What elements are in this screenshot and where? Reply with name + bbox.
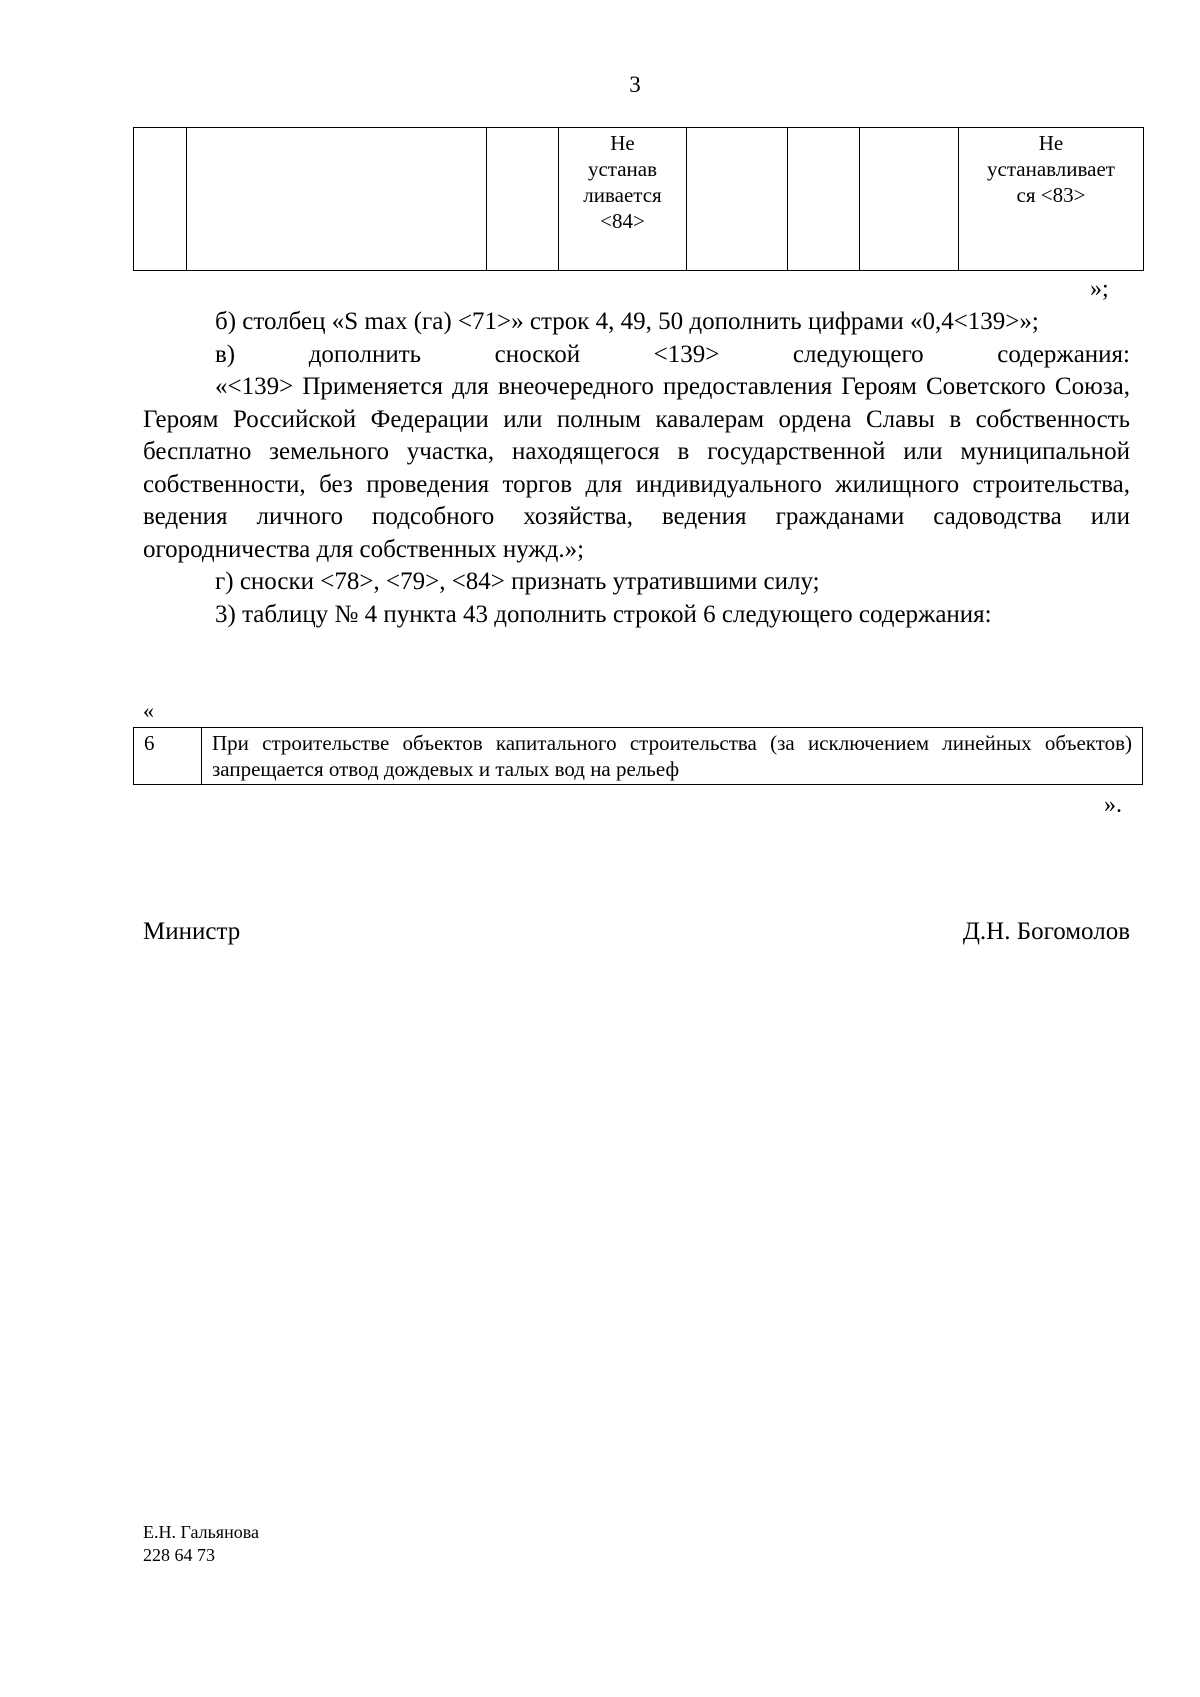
closing-quote-1: »;: [1090, 276, 1109, 302]
paragraph-footnote-139: «<139> Применяется для внеочередного предоставления Героям Советского Союза, Героям Российской Федерации или полным кавалерам ордена Славы в собственность бесплатно земельного участка, находящегося в государственной или муниципальной собственности, без проведения торгов для индивидуального жилищного строительства, ведения личного подсобного хозяйства, ведения гражданами садоводства или огородничества для собственных нужд.»;: [143, 373, 1130, 563]
cell-line: устанавливает: [987, 157, 1115, 181]
executor-name: Е.Н. Гальянова: [143, 1522, 259, 1542]
page-number: 3: [629, 72, 641, 97]
table-cell: [860, 128, 959, 271]
row-text: При строительстве объектов капитального строительства (за исключением линейных объектов) запрещается отвод дождевых и талых вод на рельеф: [202, 728, 1143, 785]
table-row-6: [133, 727, 1143, 785]
table-cell: [134, 128, 187, 271]
executor-info: [143, 1521, 259, 1567]
table-row: [134, 728, 1143, 785]
paragraph-g: г) сноски <78>, <79>, <84> признать утратившими силу;: [215, 568, 820, 595]
closing-quote-2: ».: [1104, 792, 1122, 818]
row-number: 6: [134, 728, 202, 785]
signature-title: Министр: [143, 918, 241, 945]
table-cell: [687, 128, 788, 271]
cell-line: ся <83>: [1016, 183, 1086, 207]
table-row: [134, 128, 1144, 271]
amendment-text: [143, 306, 1130, 631]
cell-line: устанав: [587, 157, 658, 181]
table-top-fragment: [133, 127, 1144, 271]
table-cell-not-set-84: [559, 128, 687, 271]
executor-phone: 228 64 73: [143, 1545, 215, 1565]
cell-line: Не: [1038, 131, 1064, 155]
cell-line: <84>: [600, 209, 645, 233]
table-cell-not-set-83: [959, 128, 1144, 271]
paragraph-b: б) столбец «S max (га) <71>» строк 4, 49, 50 дополнить цифрами «0,4<139>»;: [215, 308, 1039, 335]
cell-line: Не: [610, 131, 635, 155]
signature-name: Д.Н. Богомолов: [962, 918, 1130, 945]
paragraph-3: 3) таблицу № 4 пункта 43 дополнить строкой 6 следующего содержания:: [215, 600, 992, 628]
opening-quote-2: «: [143, 698, 154, 723]
table-cell: [187, 128, 487, 271]
table-cell: [487, 128, 559, 271]
paragraph-v: в) дополнить сноской <139> следующего содержания:: [215, 340, 1130, 368]
table-cell: [788, 128, 860, 271]
cell-line: ливается: [583, 183, 662, 207]
